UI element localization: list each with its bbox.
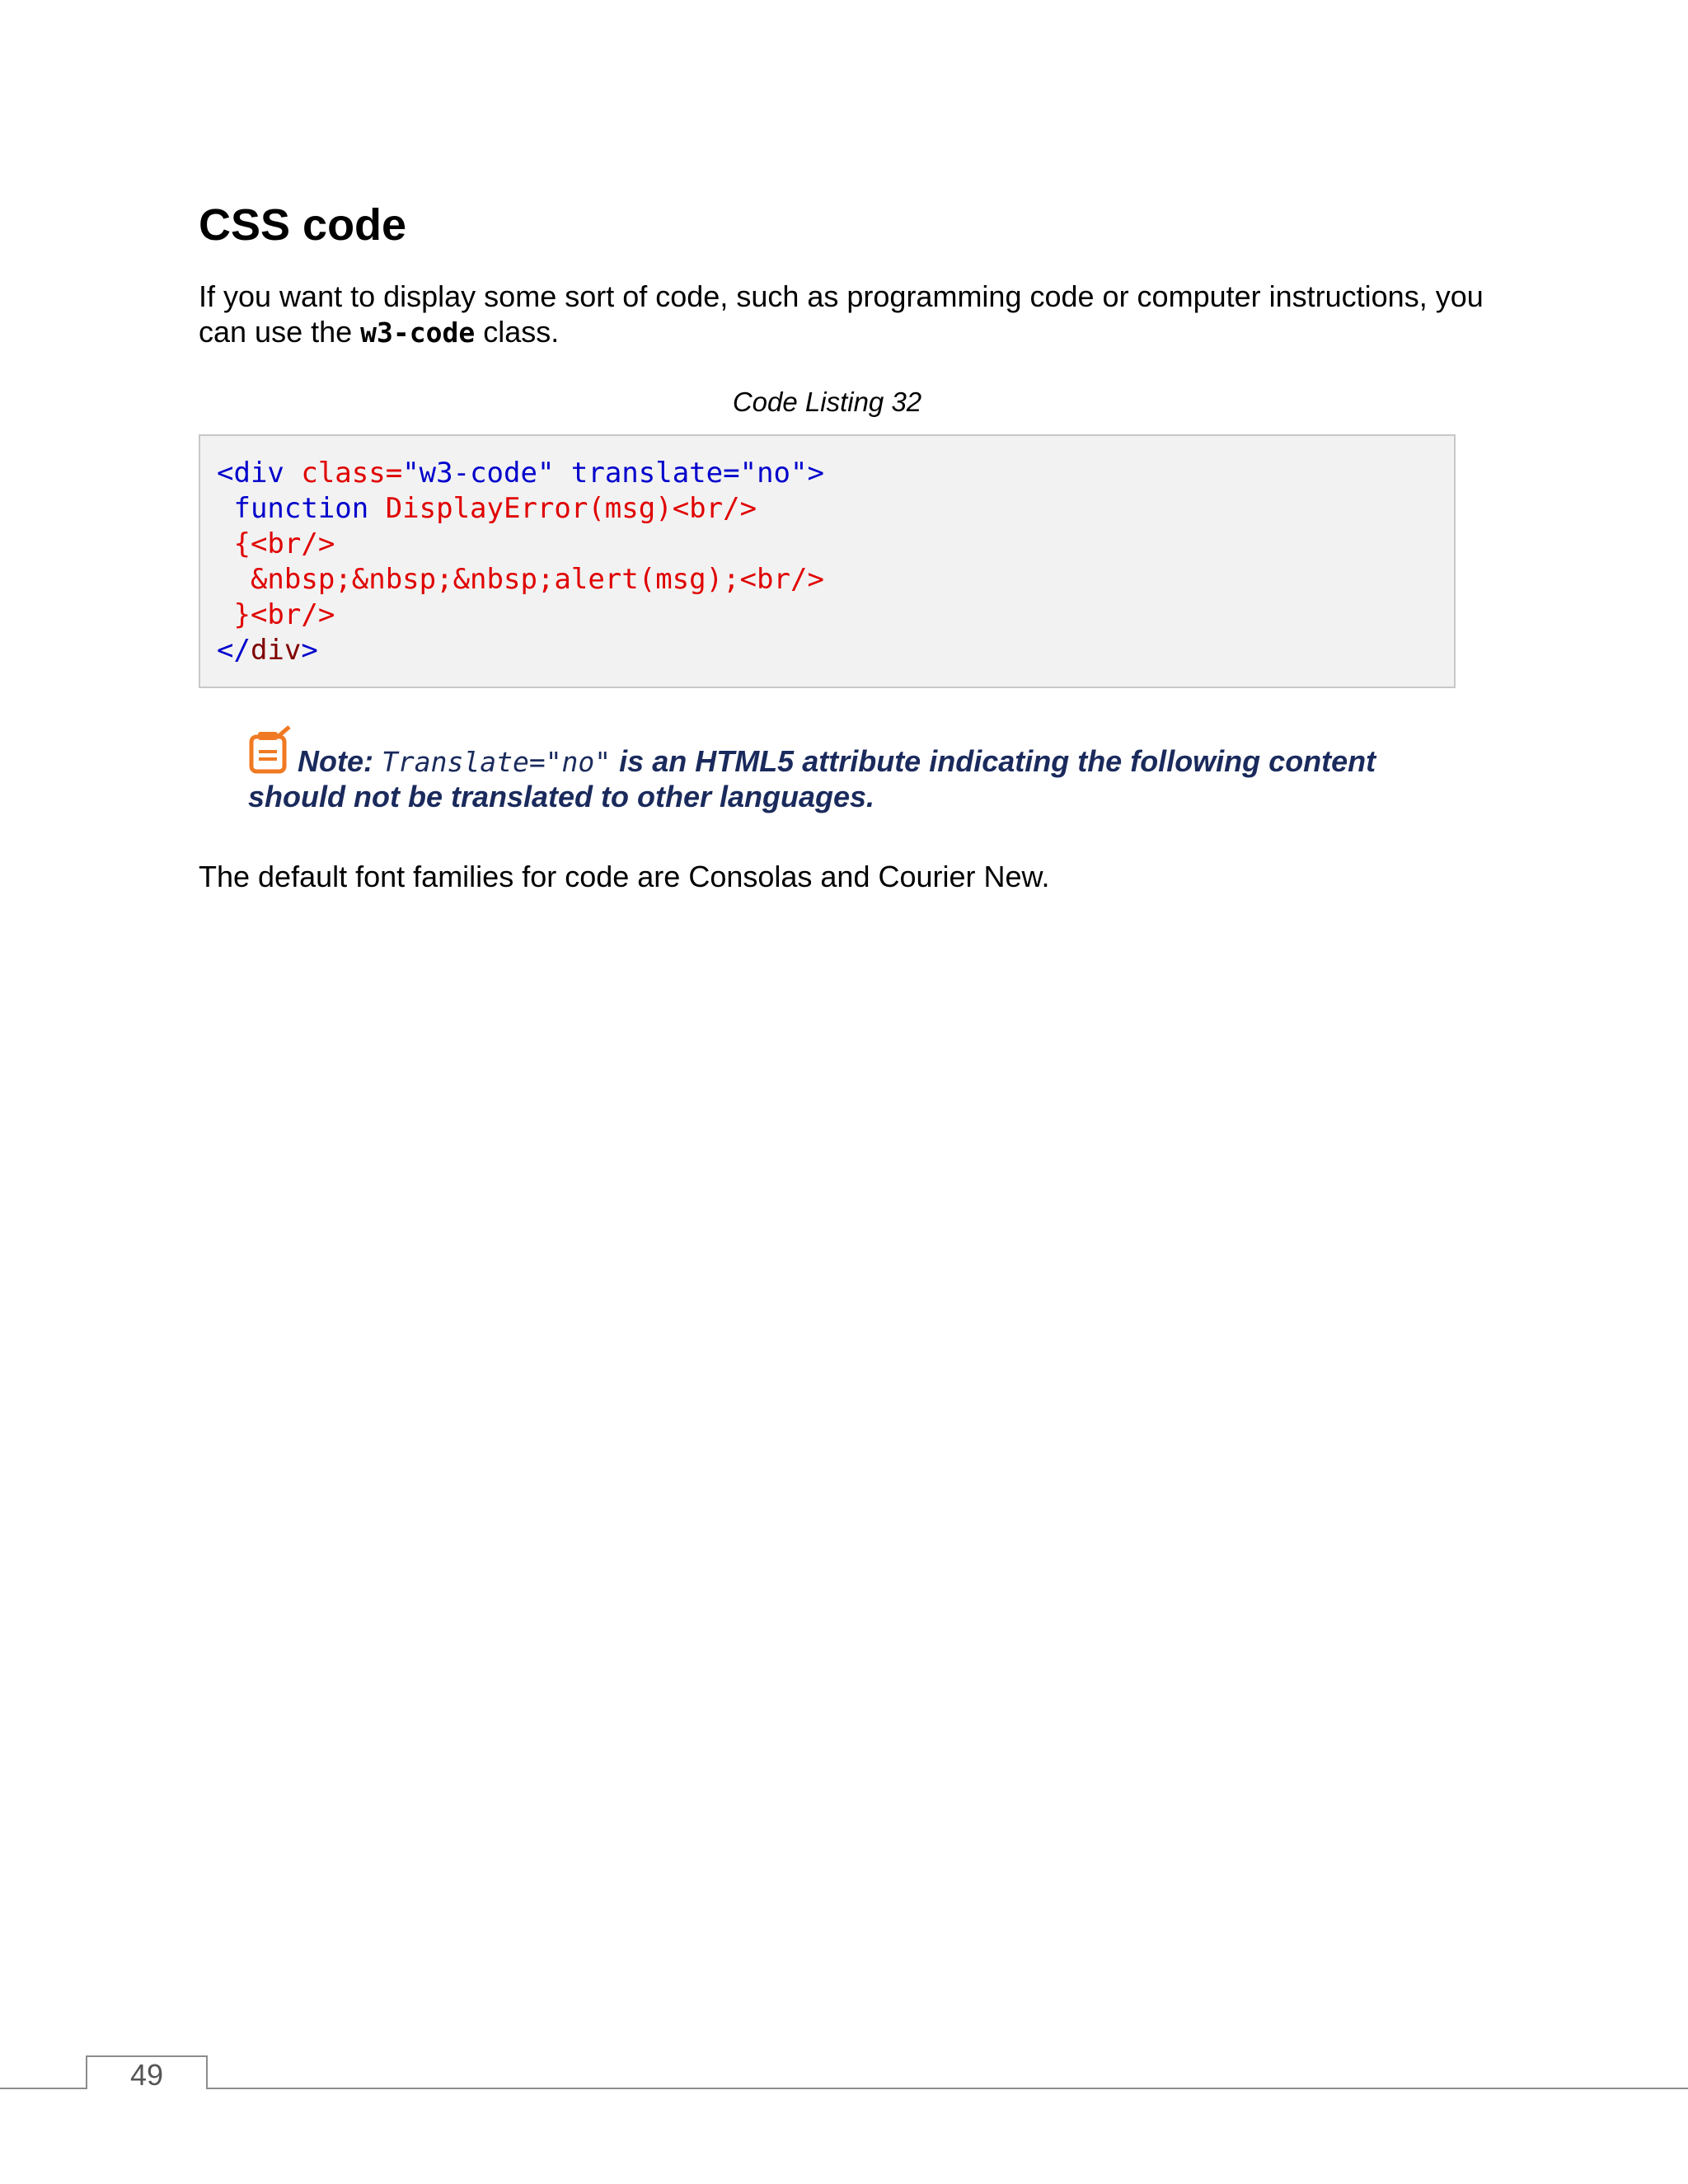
note-code: Translate="no": [382, 746, 612, 778]
code-block: [199, 434, 1456, 688]
code-token: translate=: [554, 457, 740, 490]
footer-rule: [0, 2088, 1688, 2089]
note-label: Note:: [298, 744, 373, 778]
page-number: 49: [86, 2055, 208, 2089]
code-token: class=: [284, 457, 403, 490]
intro-text-after: class.: [475, 315, 560, 349]
intro-paragraph: [199, 279, 1484, 350]
code-token: >: [807, 457, 824, 490]
code-token: >: [301, 634, 318, 667]
code-line-1: [217, 456, 1454, 491]
note-pencil-icon: [248, 725, 294, 776]
code-line-3: {<br/>: [217, 527, 335, 560]
code-token: div: [250, 634, 302, 667]
code-line-2: [217, 491, 1454, 527]
code-line-6: [217, 633, 1454, 668]
code-line-5: }<br/>: [217, 598, 335, 631]
code-listing-caption: Code Listing 32: [732, 387, 922, 417]
closing-paragraph: The default font families for code are Consolas and Courier New.: [199, 860, 1050, 893]
code-line-4: &nbsp;&nbsp;&nbsp;alert(msg);<br/>: [217, 563, 824, 596]
code-token: </: [217, 634, 251, 667]
section-heading: CSS code: [199, 200, 407, 250]
note-text: is an HTML5 attribute indicating the following content should not be translated to other languages.: [248, 744, 1376, 813]
inline-code: w3-code: [360, 316, 476, 349]
code-token: "no": [739, 457, 808, 490]
intro-text-before: If you want to display some sort of code, such as programming code or computer instructions, you can use the: [199, 279, 1484, 349]
code-token: function: [217, 492, 369, 525]
note-callout: [248, 725, 1451, 814]
code-token: DisplayError(msg)<br/>: [368, 492, 757, 525]
code-token: "w3-code": [402, 457, 555, 490]
code-token: <div: [217, 457, 284, 490]
